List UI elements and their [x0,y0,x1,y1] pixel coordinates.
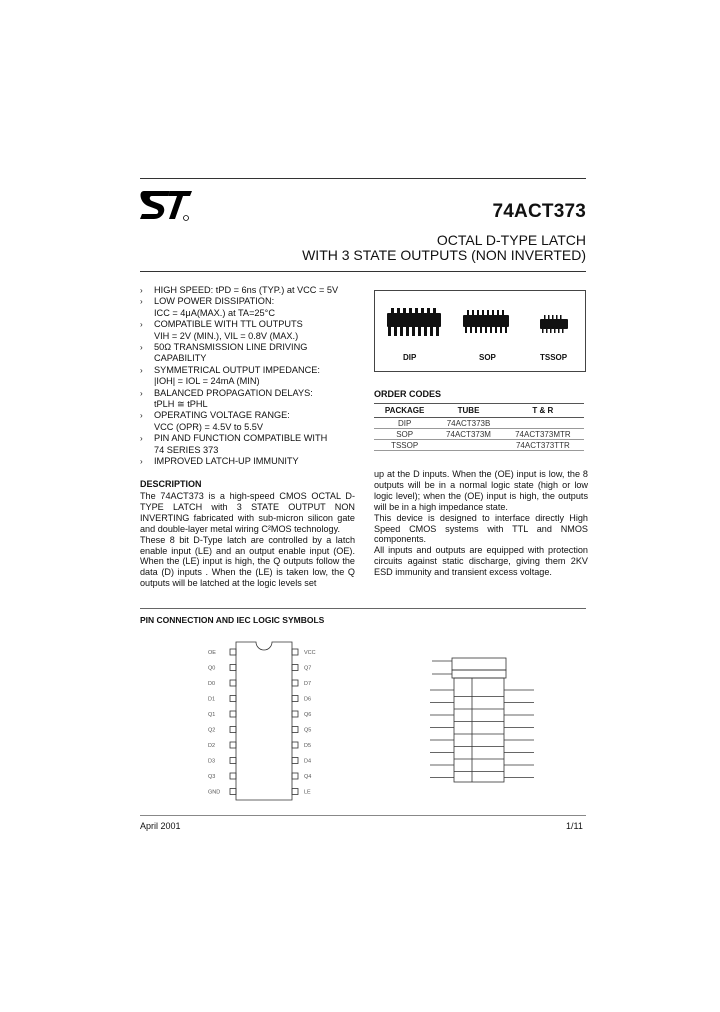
sop-package-icon [461,307,513,337]
left-pin-label: D0 [208,681,216,687]
title-line-1: OCTAL D-TYPE LATCH [436,232,586,248]
table-row: TSSOP 74ACT373TTR [374,440,584,451]
right-pin-label: D6 [304,696,312,703]
feature-item: › SYMMETRICAL OUTPUT IMPEDANCE: [140,364,320,375]
device-title [302,233,586,263]
right-pin-label: Q4 [304,774,312,780]
right-pin [292,758,298,764]
left-pin-label: GND [208,789,221,796]
feature-item-cont: VCC (OPR) = 4.5V to 5.5V [154,421,264,432]
bullet-icon: › [140,434,143,444]
description-paragraph: These 8 bit D-Type latch are controlled by a latch enable input (LE) and an output enable input (OE). When the (LE) input is high, the Q outputs follow the data (D) inputs . When the (LE) is taken low, the Q outputs will be latched at the logic levels set [140,534,355,589]
features-list [140,285,355,468]
right-pin [292,665,298,671]
left-pin-label: D3 [208,758,216,765]
bullet-icon: › [140,365,143,375]
left-pin [230,742,236,748]
right-pin-label: LE [304,789,311,796]
feature-item-cont: ICC = 4μA(MAX.) at TA=25°C [154,307,275,318]
tssop-package-icon [537,313,571,335]
right-pin [292,711,298,717]
feature-item-cont: |IOH| = IOL = 24mA (MIN) [154,376,260,387]
feature-item-cont: tPLH ≅ tPHL [154,399,208,410]
iec-logic-symbol [412,656,552,796]
left-pin-label: OE [208,650,216,656]
left-pin-label: Q0 [208,665,216,672]
left-pin [230,773,236,779]
left-pin-label: Q2 [208,727,216,734]
bullet-icon: › [140,286,143,295]
description-paragraph: up at the D inputs. When the (OE) input is low, the 8 outputs will be in a normal logic state (high or low logic level); when the (OE) input is high, the outputs will be in a high impedance state. [374,469,588,512]
package-label-dip: DIP [403,353,417,362]
package-label-tssop: TSSOP [540,353,568,362]
feature-item: › BALANCED PROPAGATION DELAYS: [140,387,313,398]
feature-item: › COMPATIBLE WITH TTL OUTPUTS [140,319,303,330]
right-pin [292,727,298,733]
left-pin [230,711,236,717]
left-pin [230,696,236,702]
right-pin [292,773,298,779]
feature-item: › IMPROVED LATCH-UP IMMUNITY [140,456,299,467]
bullet-icon: › [140,388,143,398]
right-pin-label: D4 [304,758,312,765]
bullet-icon: › [140,411,143,421]
right-pin [292,696,298,702]
right-pin-label: D7 [304,681,312,687]
description-paragraph: All inputs and outputs are equipped with protection circuits against static discharge, giving them 2KV ESD immunity and transient excess voltage. [374,545,588,578]
left-pin [230,789,236,795]
right-pin-label: Q6 [304,712,312,718]
pin-connection-diagram [200,636,330,808]
left-pin-label: Q3 [208,774,216,780]
package-illustration [374,290,586,372]
feature-item: › 50Ω TRANSMISSION LINE DRIVING [140,342,308,353]
right-pin-label: D5 [304,743,312,749]
col-header-tube: TUBE [435,404,501,418]
left-pin-label: Q1 [208,712,216,718]
st-logo-icon [140,188,192,222]
order-codes-table [374,403,584,451]
right-pin-label: Q7 [304,665,312,672]
left-pin [230,649,236,655]
title-line-2: WITH 3 STATE OUTPUTS (NON INVERTED) [302,247,586,263]
right-pin [292,649,298,655]
right-pin [292,789,298,795]
right-pin [292,680,298,686]
right-pin [292,742,298,748]
pin-section-heading: PIN CONNECTION AND IEC LOGIC SYMBOLS [140,615,325,625]
col-header-package: PACKAGE [374,404,435,418]
feature-item-cont: 74 SERIES 373 [154,444,219,455]
title-rule [140,271,586,272]
bullet-icon: › [140,320,143,330]
left-pin-label: D1 [208,696,216,703]
right-pin-label: Q5 [304,727,312,734]
bullet-icon: › [140,297,143,307]
left-pin [230,727,236,733]
feature-item-cont: VIH = 2V (MIN.), VIL = 0.8V (MAX.) [154,330,299,341]
feature-item: › HIGH SPEED: tPD = 6ns (TYP.) at VCC = 5V [140,285,339,295]
footer-rule [140,815,586,816]
left-pin [230,665,236,671]
footer-date: April 2001 [140,821,181,831]
footer-page: 1/11 [566,821,583,831]
col-header-tr: T & R [502,404,584,418]
bullet-icon: › [140,343,143,353]
top-rule [140,178,586,179]
description-heading: DESCRIPTION [140,479,202,489]
feature-item-cont: CAPABILITY [154,353,207,364]
table-row: SOP 74ACT373M 74ACT373MTR [374,429,584,440]
left-pin-label: D2 [208,743,216,749]
description-paragraph: The 74ACT373 is a high-speed CMOS OCTAL D-TYPE LATCH with 3 STATE OUTPUT NON INVERTING fabricated with sub-micron silicon gate and double-layer metal wiring C²MOS technology. [140,491,355,534]
feature-item: › LOW POWER DISSIPATION: [140,296,275,307]
feature-item: › OPERATING VOLTAGE RANGE: [140,410,290,421]
order-codes-heading: ORDER CODES [374,389,442,399]
left-pin [230,758,236,764]
description-right [374,469,588,578]
bullet-icon: › [140,457,143,467]
section-rule [140,608,586,609]
table-row: DIP 74ACT373B [374,418,584,429]
feature-item: › PIN AND FUNCTION COMPATIBLE WITH [140,433,328,444]
dip-package-icon [385,305,445,341]
package-label-sop: SOP [479,353,496,362]
left-pin [230,680,236,686]
description-paragraph: This device is designed to interface directly High Speed CMOS systems with TTL and NMOS components. [374,512,588,545]
description-left [140,491,355,589]
right-pin-label: VCC [304,650,316,656]
part-number: 74ACT373 [492,201,586,222]
